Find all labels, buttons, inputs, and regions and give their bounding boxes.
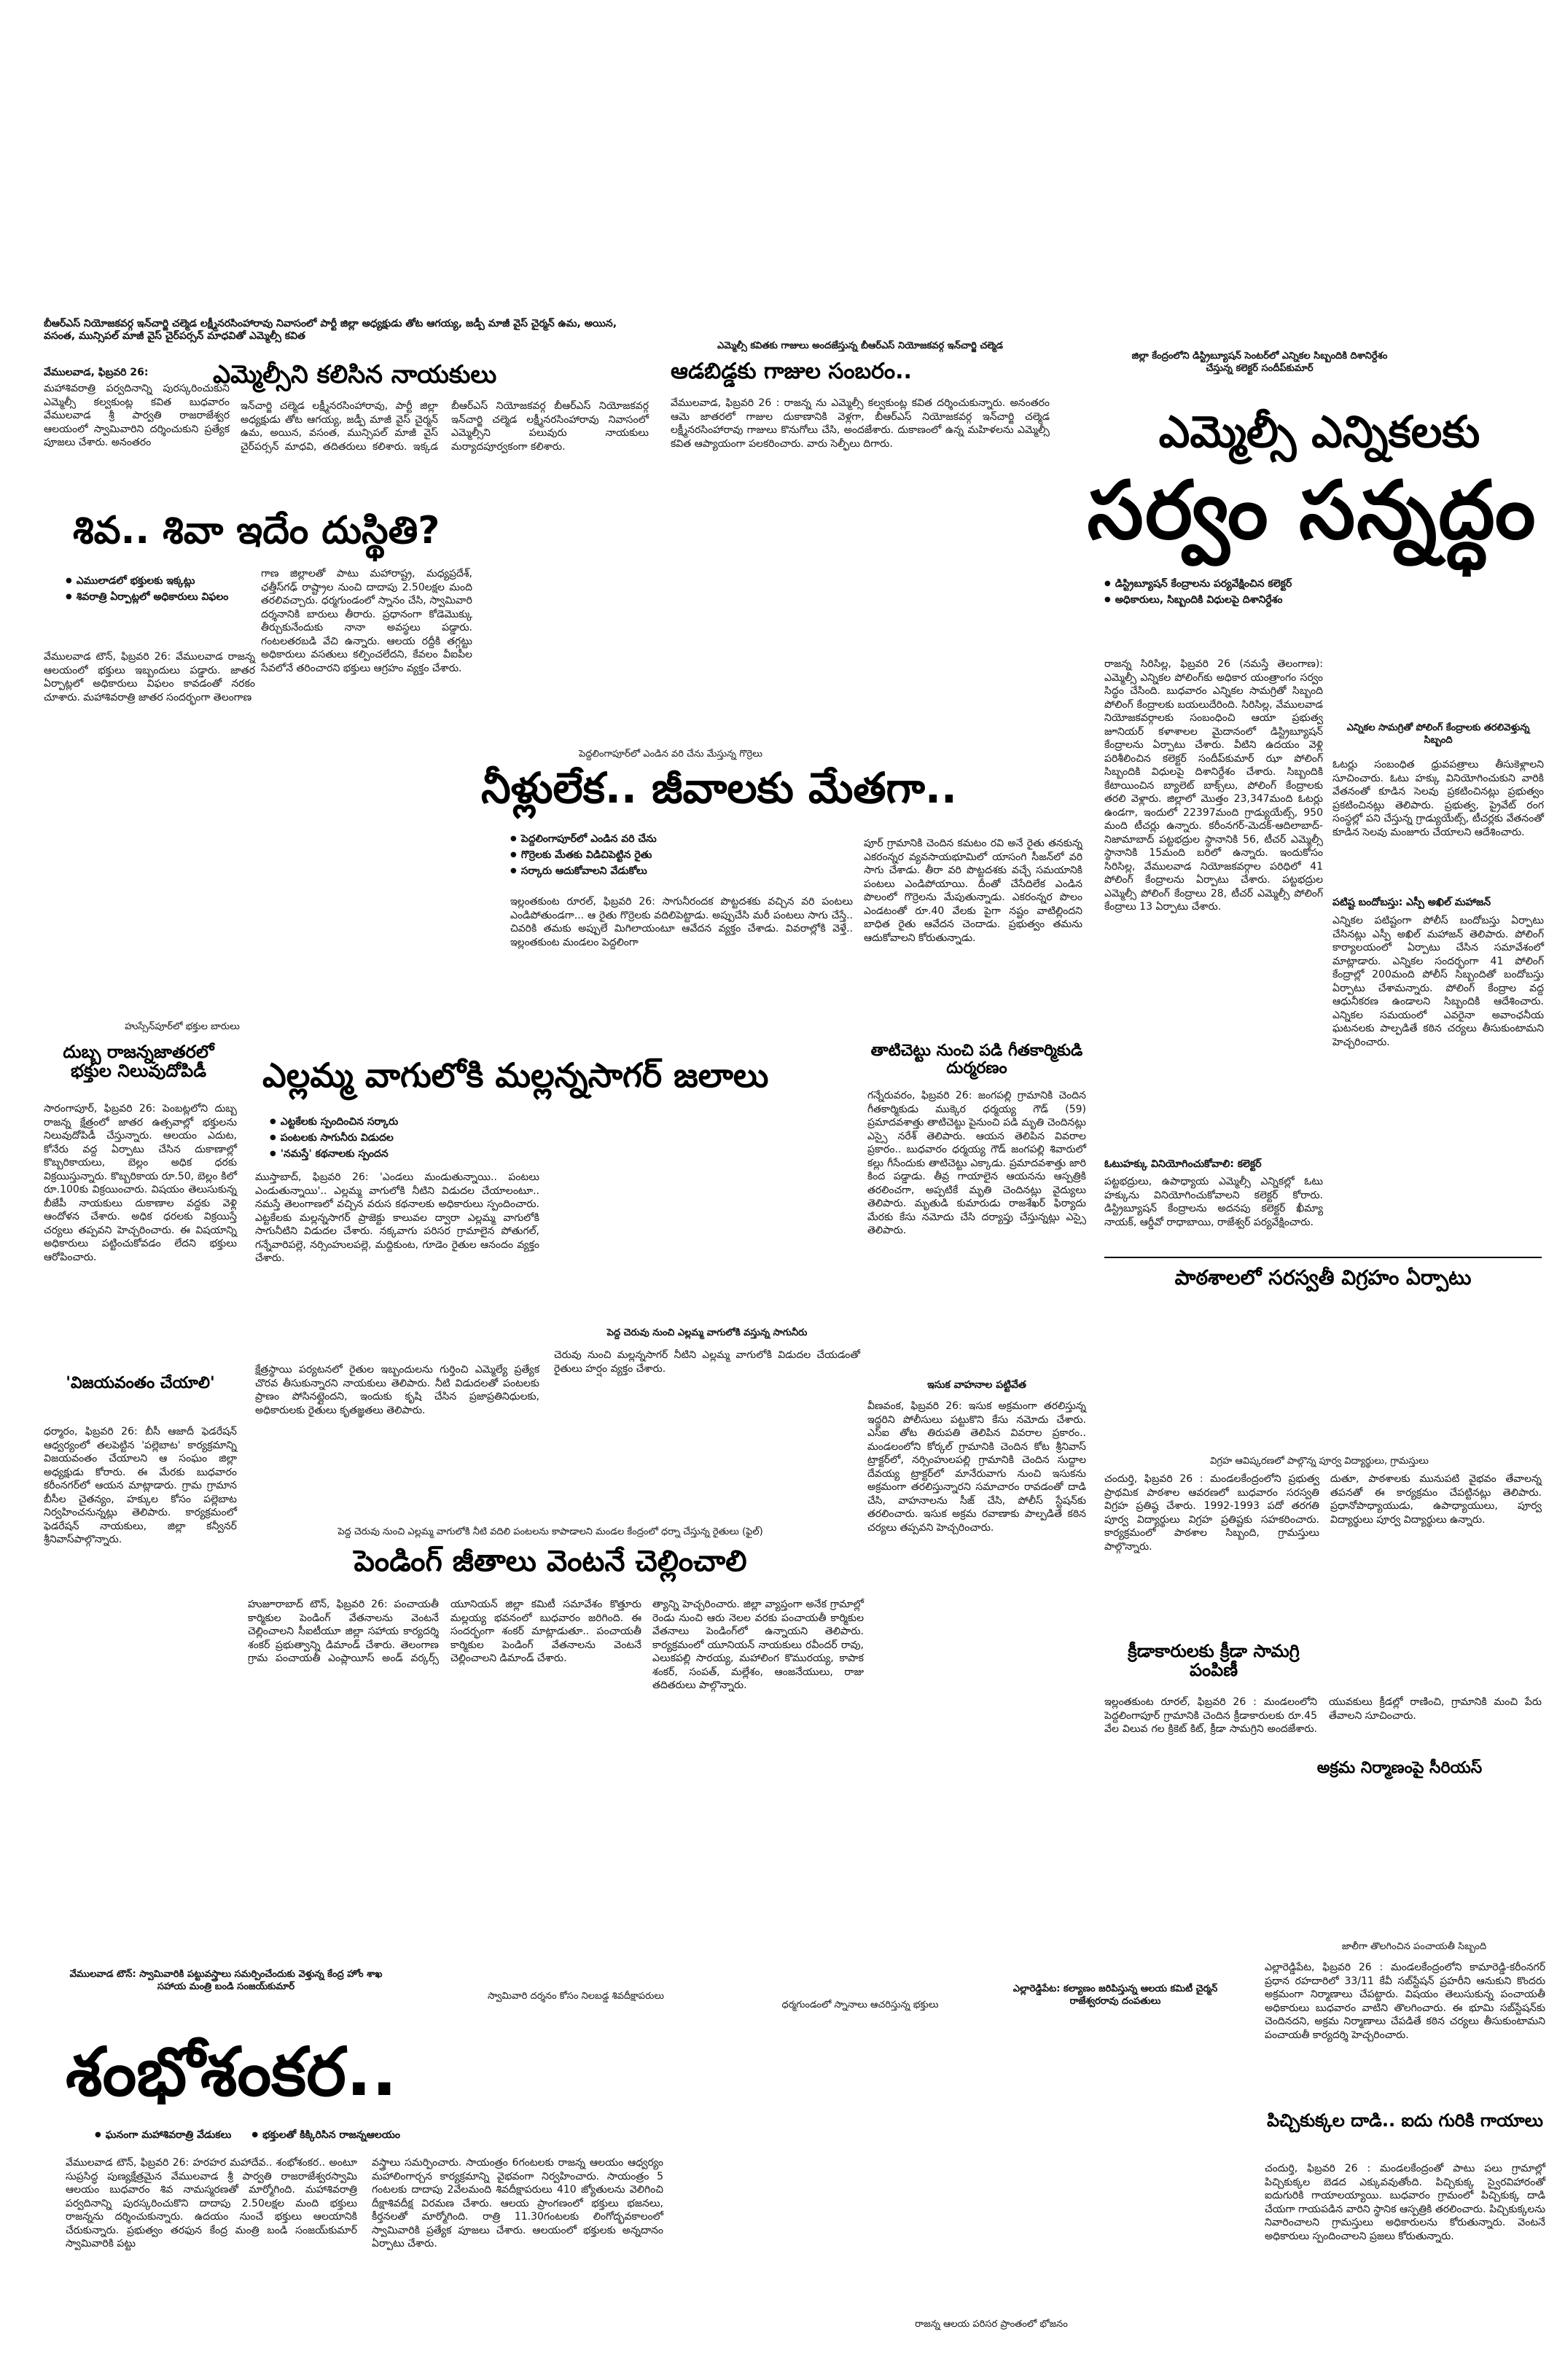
sand-body: వీణవంక, ఫిబ్రవరి 26: ఇసుక అక్రమంగా తరలిస్తున్న ఇద్దరిని పోలీసులు పట్టుకొని కేసు నమోదు చేశారు. ఎస్ఐ తోట తిరుపతి తెలిపిన వివరాల ప్రకారం.. మండలంలోని కోర్కల్ గ్రామానికి చెందిన కోట శ్రీనివాస్ ట్రాక్టర్‌లో, నర్సింహులపల్లి గ్రామానికి చెందిన సుద్దాల దేవయ్య ట్రాక్టర్‌లో మానేరువాగు నుంచి ఇసుకను అక్రమంగా తరలిస్తున్నారని సమాచారం రావడంతో దాడి చేసి, వాహనాలను సీజ్ చేసి, పోలీస్ స్టేషన్‌కు తరలించారు. ఇసుక అక్రమ రవాణాకు పాల్పడితే కఠిన చర్యలు తప్పవని హెచ్చరించారు. [867,1400,1086,1534]
pending-body-right: త్యాన్ని హెచ్చరించారు. జిల్లా వ్యాప్తంగా అనేక గ్రామాల్లో రెండు నుంచి ఆరు నెలల వరకు పంచాయతీ కార్మికుల వేతనాలు పెండింగ్‌లో ఉన్నాయని తెలిపారు. కార్యక్రమంలో యూనియన్ నాయకులు రవీందర్ రావు, ఎలుకపల్లి సారయ్య, మహాలింగ కొమురయ్య, కాపాక శంకర్, సంపత్, మల్లేశం, ఆంజనేయులు, రాజు తదితరులు పాల్గొన్నారు. [652,1599,864,1691]
water-body-left: ఇల్లంతకుంట రూరల్, ఫిబ్రవరి 26: సాగునీరందక పొట్టదశకు వచ్చిన వరి పంటలు ఎండిపోతుండగా... ఆ రైతు గొర్రెలకు వదిలిపెట్టాడు. అప్పుచేసి మరీ పంటలు సాగు చేస్తే.. చివరికి తమకు అప్పులే మిగిలాయంటూ ఆవేదన వ్యక్తం చేశాడు. వివరాల్లోకి వెళ్తే.. ఇల్లంతకుంట మండలం పెద్దలింగా [510,896,853,948]
mlc-bullets [1104,576,1345,608]
shambho-caption-bath: ధర్మగుండంలో స్నానాలు ఆచరిస్తున్న భక్తులు [781,1999,939,2010]
mlc-headline-big: సర్వం సన్నద్ధం [1087,464,1537,557]
shambho-bullet: ● భక్తులతో కిక్కిరిసిన రాజన్నఆలయం [251,2127,400,2143]
shiva-bullet: ● ఎములాడలో భక్తులకు ఇక్కట్లు [66,573,241,589]
dubba-body: సారంగాపూర్, ఫిబ్రవరి 26: పెంబట్లలోని దుబ్బ రాజన్న క్షేత్రంలో జాతర ఉత్సవాల్లో భక్తులను నిలువుదోపిడీ చేస్తున్నారు. ఆలయం ఎదుట, కోనేరు వద్ద ఏర్పాటు చేసిన దుకాణాల్లో కొబ్బరికాయలు, బెల్లం అధిక ధరకు విక్రయిస్తున్నారు. కొబ్బరికాయ రూ.50, బెల్లం కిలో రూ.100కు విక్రయించారు. విషయం తెలుసుకున్న బీజేపీ నాయకులు దుకాణాల వద్దకు వెళ్లి ఆందోళన చేశారు. అధిక ధరలకు విక్రయిస్తే చర్యలు తప్పవని హెచ్చరించారు. ఈ విషయాన్ని అధికారులు పట్టించుకోవడం లేదని భక్తులు ఆరోపించారు. [44,1103,237,1263]
yellamma-bullets [270,1114,488,1162]
yellamma-bullet: ● ఎట్టకేలకు స్పందించిన సర్కారు [270,1114,488,1130]
mlc-divider [1104,1257,1542,1258]
yellamma-body-tail: చెరువు నుంచి మల్లన్నసాగర్ నీటిని ఎల్లమ్మ వాగులోకి విడుదల చేయడంతో రైతులు హర్షం వ్యక్తం చేశారు. [554,1349,860,1375]
school-body-right: దుతూ, పాఠశాలకు మునుపటి వైభవం తేవాలన్న తపనతో ఈ కార్యక్రమం చేపట్టినట్లు తెలిపారు. ప్రధానోపాధ్యాయుడు, ఉపాధ్యాయులు, పూర్వ విద్యార్థులు పూర్వ విద్యార్థులు ఉన్నారు. [1330,1473,1542,1526]
top-left-dateline: వేములవాడ, ఫిబ్రవరి 26: [44,367,149,378]
mlc-subhead-security: పటిష్ట బందోబస్తు: ఎస్పీ అఖిల్ మహాజన్ [1332,897,1491,908]
school-headline: పాఠశాలలో సరస్వతీ విగ్రహం ఏర్పాటు [1174,1265,1472,1290]
sports-body: ఇల్లంతకుంట రూరల్, ఫిబ్రవరి 26 : మండలంలోని పెద్దలింగాపూర్ గ్రామానికి చెందిన క్రీడాకారులకు రూ.45 వేల విలువ గల క్రికెట్ కిట్, క్రీడా సామగ్రిని అందజేశారు. యువకులు క్రీడల్లో రాణించి, గ్రామానికి మంచి పేరు తేవాలని సూచించారు. [1104,1696,1542,1735]
dubba-photo-caption: హుస్సేన్‌పూర్‌లో భక్తుల బారులు [125,1021,240,1032]
illegal-construction-headline: అక్రమ నిర్మాణంపై సీరియస్ [1316,1759,1483,1777]
demolition-photo-caption: జాలీగా తొలగించిన పంచాయతీ సిబ్బంది [1341,1941,1487,1952]
bangles-headline: ఆడబిడ్డకు గాజుల సంబరం.. [671,359,912,384]
shiva-bullet: ● శివరాత్రి ఏర్పాట్లలో అధికారులు విఫలం [66,589,241,605]
water-bullet: ● గొర్రెలకు మేతకు విడిచిపెట్టిన రైతు [510,847,787,863]
yellamma-body-right: క్షేత్రస్థాయి పర్యటనలో రైతుల ఇబ్బందులను గుర్తించి ఎమ్మెల్యే ప్రత్యేక చొరవ తీసుకున్నారని నాయకులు తెలిపారు. నీటి విడుదలతో పంటలకు ప్రాణం పోసినట్లైందని, ఇందుకు కృషి చేసిన ప్రజాప్రతినిధులకు, అధికారులకు రైతులు కృతజ్ఞతలు తెలిపారు. [255,1364,539,1416]
shiva-headline: శివ.. శివా ఇదేం దుస్థితి? [73,509,440,553]
water-body-right: పూర్ గ్రామానికి చెందిన కమటం రవి అనే రైతు తనకున్న ఎకరంన్నర వ్యవసాయభూమిలో యాసంగి సీజన్‌లో వరి సాగు చేశాడు. తీరా వరి పొట్టదశకు వచ్చే సమయానికి పంటలు ఎండిపోయాయి. దీంతో చేసేదిలేక ఎండిన పొలంలో గొర్రెలను మేపుతున్నాడు. ఎకరంన్నర పొలం ఎండటంతో రూ.40 వేలకు పైగా నష్టం వాటిల్లిందని బాధిత రైతు ఆవేదన చెందాడు. ప్రభుత్వం తమను ఆదుకోవాలని కోరుతున్నాడు. [864,838,1082,944]
top-left-body-left: మహాశివరాత్రి పర్వదినాన్ని పురస్కరించుకుని ఎమ్మెల్సీ కల్వకుంట్ల కవిత బుధవారం వేములవాడ శ్రీ పార్వతి రాజరాజేశ్వర ఆలయంలో స్వామివారిని దర్శించుకుని ప్రత్యేక పూజలు చేశారు. అనంతరం [44,383,230,448]
mlc-body-right-2: ఎన్నికల పటిష్టంగా పోలీస్ బందోబస్తు ఏర్పాటు చేసినట్లు ఎస్పీ అఖిల్ మహాజన్ తెలిపారు. పోలింగ్ కార్యాలయంలో ఏర్పాటు చేసిన సమావేశంలో మాట్లాడారు. ఎన్నికల సందర్భంగా 41 పోలింగ్ కేంద్రాల్లో 200మంది పోలీస్ సిబ్బందితో బందోబస్తు ఏర్పాటు చేశామన్నారు. పోలింగ్ కేంద్రాల వద్ద ఆధునీకరణ ఉండాలని సిబ్బందికి ఆదేశించారు. ఎన్నికల సమయంలో ఎవరైనా అవాంఛనీయ ఘటనలకు పాల్పడితే కఠిన చర్యలు తీసుకుంటామని హెచ్చరించారు. [1332,915,1544,1048]
yellamma-headline: ఎల్లమ్మ వాగులోకి మల్లన్నసాగర్ జలాలు [262,1056,769,1095]
shambho-body-right: వస్త్రాలు సమర్పించారు. సాయంత్రం 6గంటలకు రాజన్న ఆలయం ఆధ్వర్యం మహాలింగార్చన కార్యక్రమాన్ని వైభవంగా నిర్వహించారు. సాయంత్రం 5 గంటలకు దాదాపు 2వేలమంది శివదీక్షాపరులు 410 జ్యోతులను వెలిగించి దీక్షాశివదీక్ష విరమణ చేశారు. ఆలయ ప్రాంగణంలో భక్తులు భజనలు, కీర్తనలతో మార్మోగింది. రాత్రి 11.30గంటలకు లింగోద్భవకాలంలో స్వామివారికి ప్రత్యేక పూజలు చేశారు. ఆలయంలో భక్తులకు అన్నదానం ఏర్పాటు చేశారు. [372,2157,663,2250]
mlc-body-mid: పట్టభద్రులు, ఉపాధ్యాయ ఎమ్మెల్సీ ఎన్నికల్లో ఓటు హక్కును వినియోగించుకోవాలని కలెక్టర్ కోరారు. డిస్ట్రిబ్యూషన్ కేంద్రాలను అదనపు కలెక్టర్ ఖీమ్యా నాయక్, ఆర్డీవో రాధాబాయి, రాజేశ్వర్ పర్యవేక్షించారు. [1104,1176,1323,1228]
yellamma-bullet: ● పంటలకు సాగునీరు విడుదల [270,1130,488,1146]
mlc-bullet: ● డిస్ట్రిబ్యూషన్ కేంద్రాలను పర్యవేక్షించిన కలెక్టర్ [1104,576,1345,592]
dog-attack-headline: పిచ్చికుక్కల దాడి.. ఐదు గురికి గాయాలు [1267,2110,1543,2131]
dubba-body-2: ధర్మారం, ఫిబ్రవరి 26: బీసీ ఆజాదీ ఫెడరేషన్ ఆధ్వర్యంలో తలపెట్టిన 'పల్లెబాట' కార్యక్రమాన్ని విజయవంతం చేయాలని ఆ సంఘం జిల్లా అధ్యక్షుడు కోరారు. ఈ మేరకు బుధవారం కరీంనగర్‌లో ఆయన మాట్లాడారు. గ్రామ గ్రామాన బీసీల చైతన్యం, హక్కుల కోసం పల్లెబాట నిర్వహించనున్నట్లు తెలిపారు. కార్యక్రమంలో ఫెడరేషన్ నాయకులు, జిల్లా కన్వీనర్ శ్రీనివాస్‌పాల్గొన్నారు. [44,1426,237,1545]
tati-headline: తాటిచెట్టు నుంచి పడి గీతకార్మికుడి దుర్మరణం [870,1042,1083,1078]
demolition-body: ఎల్లారెడ్డిపేట, ఫిబ్రవరి 26 : మండలకేంద్రంలోని కామారెడ్డి-కరీంనగర్ ప్రధాన రహదారిలో 33/11 కేవీ సబ్‌స్టేషన్ ప్రహరీని ఆనుకుని కొందరు అక్రమంగా నిర్మాణాలు చేపట్టారు. విషయం తెలుసుకున్న పంచాయతీ అధికారులు బుధవారం వాటిని తొలగించారు. ఈ భూమి సబ్‌స్టేషన్‌కు చెందినదని, అక్రమ నిర్మాణాలు చేపడితే కఠిన చర్యలు తీసుకుంటామని పంచాయతీ కార్యదర్శి హెచ్చరించారు. [1265,1962,1545,2041]
shambho-caption-devotees: స్వామివారి దర్శనం కోసం నిలబడ్డ శివదీక్షాపరులు [487,1991,665,2002]
sports-headline: క్రీడాకారులకు క్రీడా సామగ్రి పంపిణీ [1128,1641,1300,1681]
top-left-photo-caption: బీఆర్ఎస్ నియోజకవర్గ ఇన్‌చార్జి చల్మెడ లక్ష్మీనరసింహారావు నివాసంలో పార్టీ జిల్లా అధ్యక్షుడు తోట ఆగయ్య, జడ్పీ మాజీ వైస్ చైర్మన్ ఉమ, అయిన, వసంత, మున్సిపల్ మాజీ వైస్ చైర్‌పర్సన్ మాధవితో ఎమ్మెల్సీ కవిత [44,318,617,342]
dog-attack-body: చందుర్తి, ఫిబ్రవరి 26 : మండలకేంద్రంతో పాటు పలు గ్రామాల్లో పిచ్చికుక్కల బెడద ఎక్కువవుతోంది. పిచ్చికుక్క స్వైరవిహారంతో ఐదుగురికి గాయాలయ్యాయి. బుధవారం గ్రామంలో పిచ్చికుక్క దాడి చేయగా గాయపడిన వారిని స్థానిక ఆస్పత్రికి తరలించారు. పిచ్చికుక్కలను నివారించాలని గ్రామస్తులు అధికారులను కోరుతున్నారు. వెంటనే అధికారులు స్పందించాలని ప్రజలు కోరుతున్నారు. [1265,2163,1545,2242]
shambho-body-left: వేములవాడ టౌన్, ఫిబ్రవరి 26: హరహర మహాదేవ.. శంభోశంకర.. అంటూ సుప్రసిద్ధ పుణ్యక్షేత్రమైన వేములవాడ శ్రీ పార్వతి రాజరాజేశ్వరస్వామి ఆలయం బుధవారం శివ నామస్మరణతో మార్మోగింది. మహాశివరాత్రి పర్వదినాన్ని పురస్కరించుకొని దాదాపు 2.50లక్షల మంది భక్తులు రాజన్నను దర్శించుకున్నారు. ఉదయం నుంచే భక్తులు ఆలయానికి చేరుకున్నారు. ప్రభుత్వం తరఫున కేంద్ర మంత్రి బండి సంజయ్‌కుమార్ స్వామివారికి పట్టు [66,2157,357,2250]
mlc-photo-caption-2: ఎన్నికల సామగ్రితో పోలింగ్ కేంద్రాలకు తరలివెళ్తున్న సిబ్బంది [1346,722,1530,746]
yellamma-photo-caption: పెద్ద చెరువు నుంచి ఎల్లమ్మ వాగులోకి వస్తున్న సాగునీరు [606,1327,808,1338]
shambho-bullet: ● ఘనంగా మహాశివరాత్రి వేడుకలు [95,2127,231,2143]
bangles-body: వేములవాడ, ఫిబ్రవరి 26 : రాజన్న ను ఎమ్మెల్సీ కల్వకుంట్ల కవిత దర్శించుకున్నారు. అనంతరం ఆమె జాతరలో గాజుల దుకాణానికి వెళ్లగా, బీఆర్ఎస్ నియోజకవర్గ ఇన్‌చార్జి చల్మెడ లక్ష్మీనరసింహారావు గాజులు కొనుగోలు చేసి, అందజేశారు. దుకాణంలో ఉన్న మహిళలను ఎమ్మెల్సీ కవిత ఆప్యాయంగా పలకరించారు. వారు సెల్ఫీలు దిగారు. [671,397,1050,450]
pending-headline: పెండింగ్ జీతాలు వెంటనే చెల్లించాలి [354,1545,747,1578]
mlc-headline-small: ఎమ్మెల్సీ ఎన్నికలకు [1158,407,1480,458]
dubba-headline: దుబ్బ రాజన్నజాతరలో భక్తుల నిలువుదోపిడీ [63,1042,214,1082]
water-headline: నీళ్లులేక.. జీవాలకు మేతగా.. [481,763,957,813]
shiva-bullets [66,573,241,605]
shambho-headline: శంభోశంకర.. [66,2033,397,2111]
water-bullet: ● సర్కారు ఆదుకోవాలని వేడుకోలు [510,863,787,879]
mlc-body-left: రాజన్న సిరిసిల్ల, ఫిబ్రవరి 26 (నమస్తే తెలంగాణ): ఎమ్మెల్సీ ఎన్నికల పోలింగ్‌కు అధికార యంత్రాంగం సర్వం సిద్ధం చేసింది. బుధవారం ఎన్నికల సామగ్రితో సిబ్బంది పోలింగ్ కేంద్రాలకు బయలుదేరింది. సిరిసిల్ల, వేములవాడ నియోజకవర్గాలకు సంబంధించి ఆయా ప్రభుత్వ జూనియర్ కళాశాలల మైదానంలో డిస్ట్రిబ్యూషన్ కేంద్రాలను ఏర్పాటు చేశారు. వీటిని ఉదయం వెళ్లి పరిశీలించిన కలెక్టర్ సందీప్‌కుమార్ ఝా పోలింగ్ సిబ్బందికి విధులపై దిశానిర్దేశం చేశారు. సిబ్బందికి కేటాయించిన బ్యాలెట్ బాక్స్‌లు, పోలింగ్ కేంద్రాలకు తరలి వెళ్లారు. జిల్లాలో మొత్తం 23,347మంది ఓటర్లు ఉండగా, ఇందులో 22397మంది గ్రాడ్యుయేట్స్, 950 మంది టీచర్లు ఉన్నారు. కరీంనగర్-మెదక్-ఆదిలాబాద్-నిజామాబాద్ పట్టభద్రుల స్థానానికి 56, టీచర్ ఎమ్మెల్సీ స్థానానికి 15మంది బరిలో ఉన్నారు. ఇందుకోసం సిరిసిల్ల, వేములవాడ నియోజకవర్గాల పరిధిలో 41 పోలింగ్ కేంద్రాలను ఏర్పాటు చేశారు. పట్టభద్రుల ఎమ్మెల్సీ పోలింగ్ కేంద్రాలు 28, టీచర్ ఎమ్మెల్సీ పోలింగ్ కేంద్రాలు 13 ఏర్పాటు చేశారు. [1104,658,1323,913]
top-left-headline: ఎమ్మెల్సీని కలిసిన నాయకులు [213,360,497,389]
tati-body: గన్నేరువరం, ఫిబ్రవరి 26: జంగపల్లి గ్రామానికి చెందిన గీతకార్మికుడు ముక్కెర ధర్మయ్య గౌడ్ (59) ప్రమాదవశాత్తు తాటిచెట్టు పైనుంచి పడి మృతి చెందినట్లు ఎస్సై నరేశ్ తెలిపారు. ఆయన తెలిపిన వివరాల ప్రకారం.. బుధవారం ధర్మయ్య గౌడ్ జంగపల్లి శివారులో కల్లు గీసేందుకు తాటిచెట్టు ఎక్కాడు. ప్రమాదవశాత్తు జారి కింద పడ్డాడు. తీవ్ర గాయాలైన ఆయనను ఆస్పత్రికి తరలించగా, అప్పటికే మృతి చెందినట్లు వైద్యులు తెలిపారు. మృతుడి కుమారుడు రాజశేఖర్ ఫిర్యాదు మేరకు కేసు నమోదు చేసి దర్యాప్తు చేస్తున్నట్లు ఎస్సై తెలిపారు. [867,1090,1086,1236]
bangles-photo-caption: ఎమ్మెల్సీ కవితకు గాజులు అందజేస్తున్న బీఆర్ఎస్ నియోజకవర్గ ఇన్‌చార్జి చల్మెడ [717,340,1003,351]
pending-body-left: హుజూరాబాద్ టౌన్, ఫిబ్రవరి 26: పంచాయతీ కార్మికుల పెండింగ్ వేతనాలను వెంటనే చెల్లించాలని సీఐటీయూ జిల్లా సహాయ కార్యదర్శి శంకర్ ప్రభుత్వాన్ని డిమాండ్ చేశారు. తెలంగాణ గ్రామ పంచాయతీ ఎంప్లాయీస్ అండ్ వర్కర్స్ యూనియన్ జిల్లా కమిటీ సమావేశం కొత్తూరు మల్లయ్య భవనంలో బుధవారం జరిగింది. ఈ సందర్భంగా శంకర్ మాట్లాడుతూ.. పంచాయతీ కార్మికుల పెండింగ్ వేతనాలను వెంటనే చెల్లించాలని డిమాండ్ చేశారు. [248,1599,641,1664]
shambho-caption-kalyanam: ఎల్లారెడ్డిపేట: కల్యాణం జరిపిస్తున్న ఆలయ కమిటీ చైర్మన్ రాజేశ్వరరావు దంపతులు [1012,1983,1218,2007]
vijayavantham-headline: 'విజయవంతం చేయాలి' [66,1374,215,1392]
school-photo-caption: విగ్రహ ఆవిష్కరణలో పాల్గొన్న పూర్వ విద్యార్థులు, గ్రామస్తులు [1210,1456,1429,1467]
shambho-bullets [95,2127,649,2143]
water-bullets [510,831,787,879]
mlc-body-right: ఓటర్లు సంబంధిత ధ్రువపత్రాలు తీసుకెళ్లాలని సూచించారు. ఓటు హక్కు వినియోగించుకుని వారికి వేతనంతో కూడిన సెలవు ప్రకటించినట్లు ప్రభుత్వం ప్రకటించినట్లు తెలిపారు. ప్రభుత్వ, ప్రైవేట్ రంగ సంస్థల్లో పని చేస్తున్న గ్రాడ్యుయేట్స్, టీచర్లకు వేతనంతో కూడిన సెలవు మంజూరు చేయాలని ఆదేశించారు. [1332,759,1544,838]
sand-subhead: ఇసుక వాహనాల పట్టివేత [927,1379,1026,1391]
shambho-caption-minister: వేములవాడ టౌన్: స్వామివారికి పట్టువస్త్రాలు సమర్పించేందుకు వెళ్తున్న కేంద్ర హోం శాఖ సహాయ మంత్రి బండి సంజయ్‌కుమార్ [69,1969,383,1992]
shiva-body-left: వేములవాడ టౌన్, ఫిబ్రవరి 26: వేములవాడ రాజన్న ఆలయంలో భక్తులు ఇబ్బందులు పడ్డారు. జాతర ఏర్పాట్లలో అధికారులు విఫలం కావడంతో నరకం చూశారు. మహాశివరాత్రి జాతర సందర్భంగా తెలంగాణ [44,651,255,703]
yellamma-bullet: ● 'నమస్తే' కథనాలకు స్పందన [270,1146,488,1162]
mlc-bullet: ● అధికారులు, సిబ్బందికి విధులపై దిశానిర్దేశం [1104,592,1345,608]
water-bullet: ● పెద్దలింగాపూర్‌లో ఎండిన వరి చేను [510,831,787,847]
yellamma-body-left: ముస్తాబాద్, ఫిబ్రవరి 26: 'ఎండలు మండుతున్నాయి.. పంటలు ఎండుతున్నాయి'.. ఎల్లమ్మ వాగులోకి నీటిని విడుదల చేయాలంటూ.. నమస్తే తెలంగాణలో వచ్చిన వరుస కథనాలకు అధికారులు స్పందించారు. ఎట్టకేలకు మల్లన్నసాగర్ ప్రాజెక్టు కాలువల ద్వారా ఎల్లమ్మ వాగులోకి సాగునీటిని విడుదల చేశారు. నక్కవాగు పరిసర గ్రామాలైన పోతుగల్, గన్నేవారిపల్లె, నర్సింహులపల్లె, మద్దికుంట, గూడెం రైతుల ఆనందం వ్యక్తం చేశారు. [255,1171,539,1264]
shiva-body-right: గాణ జిల్లాలతో పాటు మహారాష్ట్ర, మధ్యప్రదేశ్, ఛత్తీస్‌గఢ్ రాష్ట్రాల నుంచి దాదాపు 2.50లక్షల మంది తరలివచ్చారు. ధర్మగుండంలో స్నానం చేసి, స్వామివారి దర్శనానికి బారులు తీరారు. ప్రధానంగా కోడెమొక్కు తీర్చుకునేందుకు నానా అవస్థలు పడ్డారు. గంటలతరబడి వేచి ఉన్నారు. ఆలయ రద్దీకి తగ్గట్టు అధికారులు వసతులు కల్పించలేదని, కేవలం వీఐపీల సేవలోనే తరించారని భక్తులు ఆగ్రహం వ్యక్తం చేశారు. [261,568,472,674]
mlc-subhead-vote: ఓటుహక్కు వినియోగించుకోవాలి: కలెక్టర్ [1104,1158,1262,1170]
school-body-left: చందుర్తి, ఫిబ్రవరి 26 : మండలకేంద్రంలోని ప్రభుత్వ ప్రాథమిక పాఠశాల ఆవరణలో బుధవారం సరస్వతి విగ్రహ ప్రతిష్ఠ చేశారు. 1992-1993 పదో తరగతి పూర్వ విద్యార్థులు విగ్రహ ప్రతిష్టకు సహకరించారు. కార్యక్రమంలో పాఠశాల సిబ్బంది, గ్రామస్తులు పాల్గొన్నారు. [1104,1473,1319,1553]
shambho-caption-food: రాజన్న ఆలయ పరిసర ప్రాంతంలో భోజనం [915,2319,1068,2330]
pending-photo-caption: పెద్ద చెరువు నుంచి ఎల్లమ్మ వాగులోకి నీటి వదిలి పంటలను కాపాడాలని మండల కేంద్రంలో ధర్నా చేస్తున్న రైతులు (ఫైల్) [337,1526,763,1537]
top-left-body-right: ఇన్‌చార్జి చల్మెడ లక్ష్మీనరసింహారావు, పార్టీ జిల్లా అధ్యక్షుడు తోట ఆగయ్య, జడ్పీ మాజీ వైస్ చైర్మన్ ఉమ, అయిన, వసంత, మున్సిపల్ మాజీ వైస్ చైర్‌పర్సన్ మాధవి, తదితరులు కలిశారు. ఇక్కడ బీఆర్ఎస్ నియోజకవర్గ బీఆర్ఎస్ నియోజకవర్గ ఇన్‌చార్జి చల్మెడ లక్ష్మీనరసింహారావు నివాసంలో ఎమ్మెల్సీని పలువురు నాయకులు మర్యాదపూర్వకంగా కలిశారు. [241,400,649,453]
water-photo-caption: పెద్దలింగాపూర్‌లో ఎండిన వరి చేను మేస్తున్న గొర్రెలు [579,749,762,760]
mlc-photo-caption: జిల్లా కేంద్రంలోని డిస్ట్రిబ్యూషన్ సెంటర్‌లో ఎన్నికల సిబ్బందికి దిశానిర్దేశం చేస్తున్న కలెక్టర్ సందీప్‌కుమార్ [1131,351,1388,374]
